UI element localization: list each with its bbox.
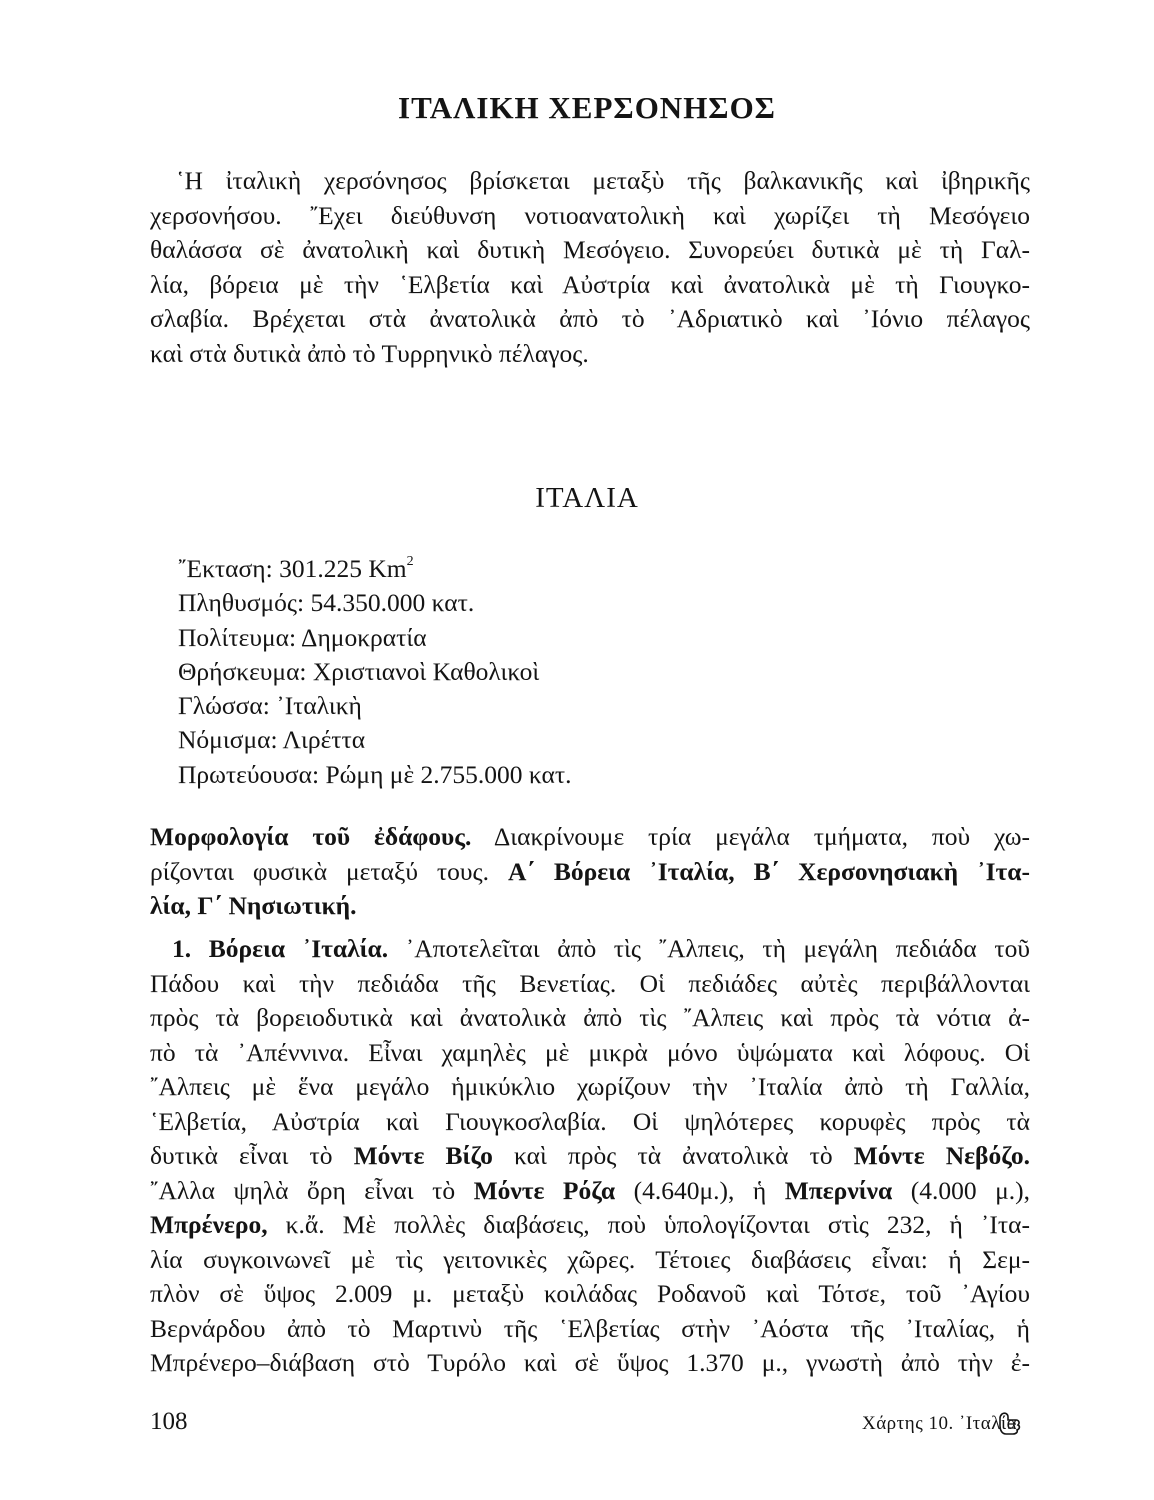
section-line: [150, 1174, 1030, 1209]
section-line: Βερνάρδου ἀπὸ τὸ Μαρτινὺ τῆς ῾Ελβετίας στὴν ᾿Αόστα τῆς ᾿Ιταλίας, ἡ: [150, 1313, 1030, 1343]
section-line: Μπρένερο–διάβαση στὸ Τυρόλο καὶ σὲ ὕψος 1.370 μ., γνωστὴ ἀπὸ τὴν ἐ-: [150, 1348, 1030, 1377]
peak-name: Μόντε Ρόζα: [473, 1175, 616, 1205]
section-text: ῎Αλλα ψηλὰ ὄρη εἶναι τὸ: [150, 1175, 474, 1205]
section-line: ῾Ελβετία, Αὐστρία καὶ Γιουγκοσλαβία. Οἱ ψηλότερες κορυφὲς πρὸς τὰ: [150, 1106, 1030, 1136]
fact-religion: Θρήσκευμα: Χριστιανοὶ Καθολικοὶ: [178, 656, 540, 686]
section-line: [150, 932, 1030, 967]
fact-area-label: ῎Εκταση:: [178, 554, 273, 583]
peak-name: Μόντε Νεβόζο.: [853, 1141, 1030, 1170]
fact-area-value: 301.225 Km: [279, 554, 407, 583]
intro-line: λία, βόρεια μὲ τὴν ῾Ελβετία καὶ Αὐστρία καὶ ἀνατολικὰ μὲ τὴ Γιουγκο-: [150, 269, 1030, 299]
morphology-line: λία, Γ΄ Νησιωτική.: [150, 891, 357, 920]
peak-name: Μπρένερο,: [150, 1210, 268, 1239]
morphology-parts: Α΄ Βόρεια ᾿Ιταλία, Β΄ Χερσονησιακὴ ᾿Ιτα-: [507, 856, 1030, 886]
section-heading: 1. Βόρεια ᾿Ιταλία.: [172, 934, 389, 963]
section-line: λία συγκοινωνεῖ μὲ τὶς γειτονικὲς χῶρες. Τέτοιες διαβάσεις εἶναι: ἡ Σεμ-: [150, 1244, 1030, 1274]
morphology-text: ρίζονται φυσικὰ μεταξύ τους.: [150, 856, 508, 886]
section-line: [150, 1208, 1030, 1243]
section-text: (4.640μ.), ἡ: [615, 1175, 785, 1205]
morphology-text: Διακρίνουμε τρία μεγάλα τμήματα, ποὺ χω-: [471, 822, 1030, 851]
intro-paragraph: [150, 164, 1030, 371]
morphology-heading: Μορφολογία τοῦ ἐδάφους.: [150, 822, 472, 851]
peak-name: Μπερνίνα: [784, 1175, 893, 1205]
section-line: Πάδου καὶ τὴν πεδιάδα τῆς Βενετίας. Οἱ πεδιάδες αὐτὲς περιβάλλονται: [150, 968, 1030, 998]
fact-language: Γλώσσα: ᾿Ιταλικὴ: [178, 691, 362, 721]
section-line: πρὸς τὰ βορειοδυτικὰ καὶ ἀνατολικὰ ἀπὸ τὶς ῎Αλπεις καὶ πρὸς τὰ νότια ἀ-: [150, 1003, 1030, 1032]
intro-line: καὶ στὰ δυτικὰ ἀπὸ τὸ Τυρρηνικὸ πέλαγος.: [150, 338, 589, 368]
morphology-line: [150, 820, 1030, 855]
page-title: ΙΤΑΛΙΚΗ ΧΕΡΣΟΝΗΣΟΣ: [398, 90, 776, 125]
fact-area-superscript: 2: [406, 554, 414, 569]
country-facts: [178, 552, 572, 792]
country-heading: ΙΤΑΛΙΑ: [535, 482, 639, 514]
section-text: κ.ἄ. Μὲ πολλὲς διαβάσεις, ποὺ ὑπολογίζονται στὶς 232, ἡ ᾿Ιτα-: [267, 1210, 1030, 1239]
section-northern-italy: [150, 932, 1030, 1381]
section-line: ῎Αλπεις μὲ ἕνα μεγάλο ἡμικύκλιο χωρίζουν τὴν ᾿Ιταλία ἀπὸ τὴ Γαλλία,: [150, 1072, 1030, 1101]
pointing-hand-icon: [996, 1408, 1022, 1438]
intro-line: χερσονήσου. ῎Εχει διεύθυνση νοτιοανατολικὴ καὶ χωρίζει τὴ Μεσόγειο: [150, 200, 1030, 230]
intro-line: θαλάσσα σὲ ἀνατολικὴ καὶ δυτικὴ Μεσόγειο. Συνορεύει δυτικὰ μὲ τὴ Γαλ-: [150, 235, 1030, 264]
section-line: πλὸν σὲ ὕψος 2.009 μ. μεταξὺ κοιλάδας Ροδανοῦ καὶ Τότσε, τοῦ ᾿Αγίου: [150, 1279, 1030, 1308]
fact-government: Πολίτευμα: Δημοκρατία: [178, 622, 427, 652]
section-text: ᾿Αποτελεῖται ἀπὸ τὶς ῎Αλπεις, τὴ μεγάλη πεδιάδα τοῦ: [388, 934, 1030, 963]
fact-currency: Νόμισμα: Λιρέττα: [178, 725, 366, 755]
intro-line: σλαβία. Βρέχεται στὰ ἀνατολικὰ ἀπὸ τὸ ᾿Αδριατικὸ καὶ ᾿Ιόνιο πέλαγος: [150, 304, 1030, 333]
section-line: [150, 1139, 1030, 1174]
fact-capital: Πρωτεύουσα: Ρώμη μὲ 2.755.000 κατ.: [178, 759, 572, 789]
intro-line: ῾Η ἰταλικὴ χερσόνησος βρίσκεται μεταξὺ τῆς βαλκανικῆς καὶ ἰβηρικῆς: [176, 166, 1030, 195]
morphology-line: [150, 855, 1030, 890]
section-text: (4.000 μ.),: [892, 1175, 1030, 1205]
section-line: πὸ τὰ ᾿Απέννινα. Εἶναι χαμηλὲς μὲ μικρὰ μόνο ὑψώματα καὶ λόφους. Οἱ: [150, 1037, 1030, 1067]
page-number: 108: [150, 1408, 188, 1435]
section-text: καὶ πρὸς τὰ ἀνατολικὰ τὸ: [492, 1141, 854, 1170]
peak-name: Μόντε Βίζο: [353, 1141, 493, 1170]
fact-population: Πληθυσμός: 54.350.000 κατ.: [178, 588, 475, 618]
section-text: δυτικὰ εἶναι τὸ: [150, 1141, 354, 1170]
map-caption: Χάρτης 10. ᾿Ιταλία: [862, 1413, 1018, 1434]
fact-area: [178, 552, 572, 586]
morphology-paragraph: [150, 820, 1030, 924]
